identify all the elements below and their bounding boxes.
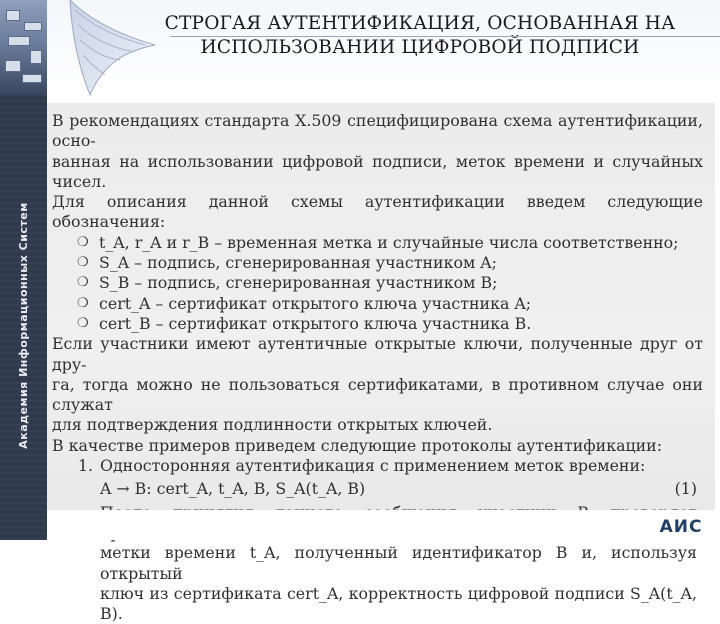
list-item: [77, 294, 703, 314]
mid-line-2: га, тогда можно не пользоваться сертификатами, в противном случае они служат: [52, 374, 703, 415]
title-divider: [170, 36, 720, 37]
formula-row: [52, 479, 703, 499]
intro-line-2: ванная на использовании цифровой подписи, меток времени и случайных чисел.: [52, 151, 703, 191]
after-line-2: метки времени t_A, полученный идентификатор B и, используя открытый: [100, 543, 697, 583]
title-line-1: СТРОГАЯ АУТЕНТИФИКАЦИЯ, ОСНОВАННАЯ НА: [164, 13, 676, 34]
list-item: [77, 314, 703, 334]
bullet-circle-icon: ❍: [77, 295, 89, 311]
protocol-formula: A → B: cert_A, t_A, B, S_A(t_A, B): [100, 479, 366, 499]
bullet-circle-icon: ❍: [77, 315, 89, 331]
academy-logo: [652, 516, 710, 536]
footer-strip: [47, 510, 720, 540]
sidebar-label-text: Академия Информационных Систем: [16, 201, 30, 449]
mid-line-3: для подтверждения подлинности открытых ключей.: [52, 415, 493, 435]
bullet-circle-icon: ❍: [77, 255, 89, 271]
list-item: [77, 273, 703, 293]
examples-intro: В качестве примеров приведем следующие протоколы аутентификации:: [52, 435, 663, 455]
item-number: 1.: [78, 456, 94, 476]
notation-list: [52, 233, 703, 334]
list-item-text: S_B – подпись, сгенерированная участником B;: [99, 273, 498, 293]
scanned-text-page: [47, 103, 715, 624]
list-item-text: S_A – подпись, сгенерированная участником A;: [99, 253, 497, 273]
numbered-item-1: [52, 456, 703, 476]
circuit-board-image: [0, 0, 47, 95]
logo-text: АИС: [659, 517, 703, 537]
item-title: Односторонняя аутентификация с применением меток времени:: [100, 456, 646, 476]
formula-number: (1): [674, 479, 697, 499]
list-item-text: t_A, r_A и r_B – временная метка и случайные числа соответственно;: [99, 232, 679, 252]
sidebar-vertical-label: [1, 180, 45, 470]
list-item-text: cert_B – сертификат открытого ключа участника B.: [99, 313, 532, 333]
bullet-circle-icon: ❍: [77, 234, 89, 250]
title-line-2: ИСПОЛЬЗОВАНИИ ЦИФРОВОЙ ПОДПИСИ: [200, 37, 640, 58]
bullet-circle-icon: ❍: [77, 275, 89, 291]
intro-line-1: В рекомендациях стандарта X.509 специфицирована схема аутентификации, осно-: [52, 111, 703, 151]
list-item: [77, 253, 703, 273]
intro-line-3: Для описания данной схемы аутентификации введем следующие обозначения:: [52, 192, 703, 232]
list-item: [77, 233, 703, 253]
after-line-3: ключ из сертификата cert_A, корректность цифровой подписи S_A(t_A, B).: [100, 583, 697, 624]
mid-line-1: Если участники имеют аутентичные открытые ключи, полученные друг от дру-: [52, 334, 703, 374]
list-item-text: cert_A – сертификат открытого ключа участника A;: [99, 293, 532, 313]
left-sidebar-band: [0, 0, 47, 540]
